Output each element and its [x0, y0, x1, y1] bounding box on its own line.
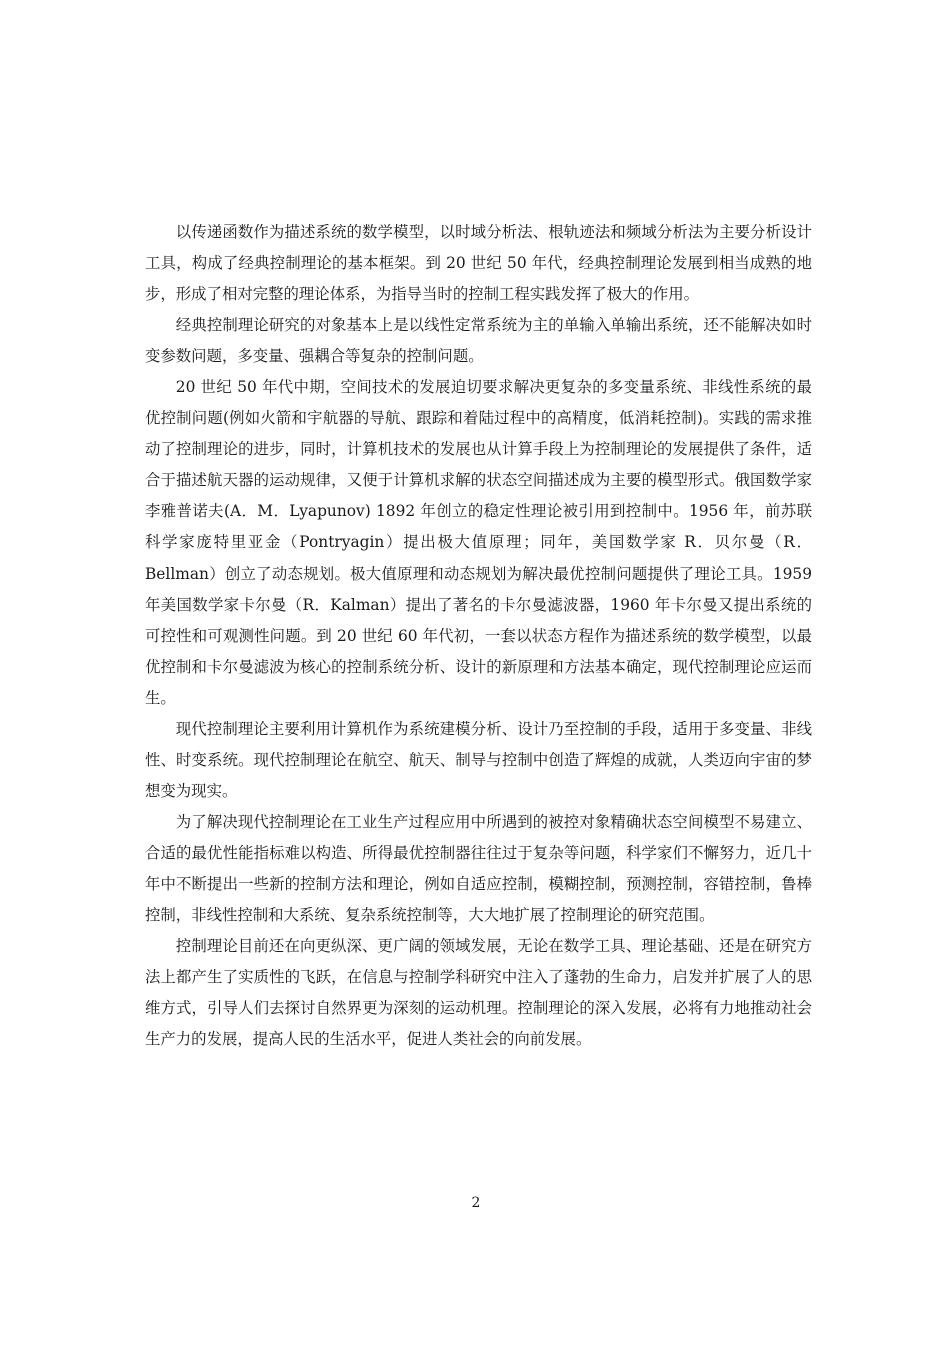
page-number: 2 — [471, 1195, 481, 1211]
paragraph-classical-framework: 以传递函数作为描述系统的数学模型，以时域分析法、根轨迹法和频域分析法为主要分析设计工具，构成了经典控制理论的基本框架。到 20 世纪 50 年代，经典控制理论发展到相当成熟的地步，形成了相对完整的理论体系，为指导当时的控制工程实践发挥了极大的作用。 — [145, 223, 812, 304]
paragraph-modern-origins: 20 世纪 50 年代中期，空间技术的发展迫切要求解决更复杂的多变量系统、非线性系统的最优控制问题(例如火箭和宇航器的导航、跟踪和着陆过程中的高精度，低消耗控制)。实践的需求推动了控制理论的进步，同时，计算机技术的发展也从计算手段上为控制理论的发展提供了条件，适合于描述航天器的运动规律，又便于计算机求解的状态空间描述成为主要的模型形式。俄国数学家李雅普诺夫(A．M．Lyapunov) 1892 年创立的稳定性理论被引用到控制中。1956 年，前苏联科学家庞特里亚金（Pontryagin）提出极大值原理；同年，美国数学家 R．贝尔曼（R．Bellman）创立了动态规划。极大值原理和动态规划为解决最优控制问题提供了理论工具。1959 年美国数学家卡尔曼（R．Kalman）提出了著名的卡尔曼滤波器，1960 年卡尔曼又提出系统的可控性和可观测性问题。到 20 世纪 60 年代初，一套以状态方程作为描述系统的数学模型，以最优控制和卡尔曼滤波为核心的控制系统分析、设计的新原理和方法基本确定，现代控制理论应运而生。 — [145, 378, 812, 707]
paragraph-future-development: 控制理论目前还在向更纵深、更广阔的领域发展，无论在数学工具、理论基础、还是在研究方法上都产生了实质性的飞跃，在信息与控制学科研究中注入了蓬勃的生命力，启发并扩展了人的思维方式，引导人们去探讨自然界更为深刻的运动机理。控制理论的深入发展，必将有力地推动社会生产力的发展，提高人民的生活水平，促进人类社会的向前发展。 — [145, 937, 812, 1049]
paragraph-modern-applications: 现代控制理论主要利用计算机作为系统建模分析、设计乃至控制的手段，适用于多变量、非线性、时变系统。现代控制理论在航空、航天、制导与控制中创造了辉煌的成就，人类迈向宇宙的梦想变为现实。 — [145, 719, 812, 800]
paragraph-classical-limitations: 经典控制理论研究的对象基本上是以线性定常系统为主的单输入单输出系统，还不能解决如时变参数问题，多变量、强耦合等复杂的控制问题。 — [145, 316, 812, 366]
body-text — [145, 217, 812, 1055]
paragraph-new-methods: 为了解决现代控制理论在工业生产过程应用中所遇到的被控对象精确状态空间模型不易建立、合适的最优性能指标难以构造、所得最优控制器往往过于复杂等问题，科学家们不懈努力，近几十年中不断提出一些新的控制方法和理论，例如自适应控制，模糊控制，预测控制，容错控制，鲁棒控制，非线性控制和大系统、复杂系统控制等，大大地扩展了控制理论的研究范围。 — [145, 812, 812, 925]
